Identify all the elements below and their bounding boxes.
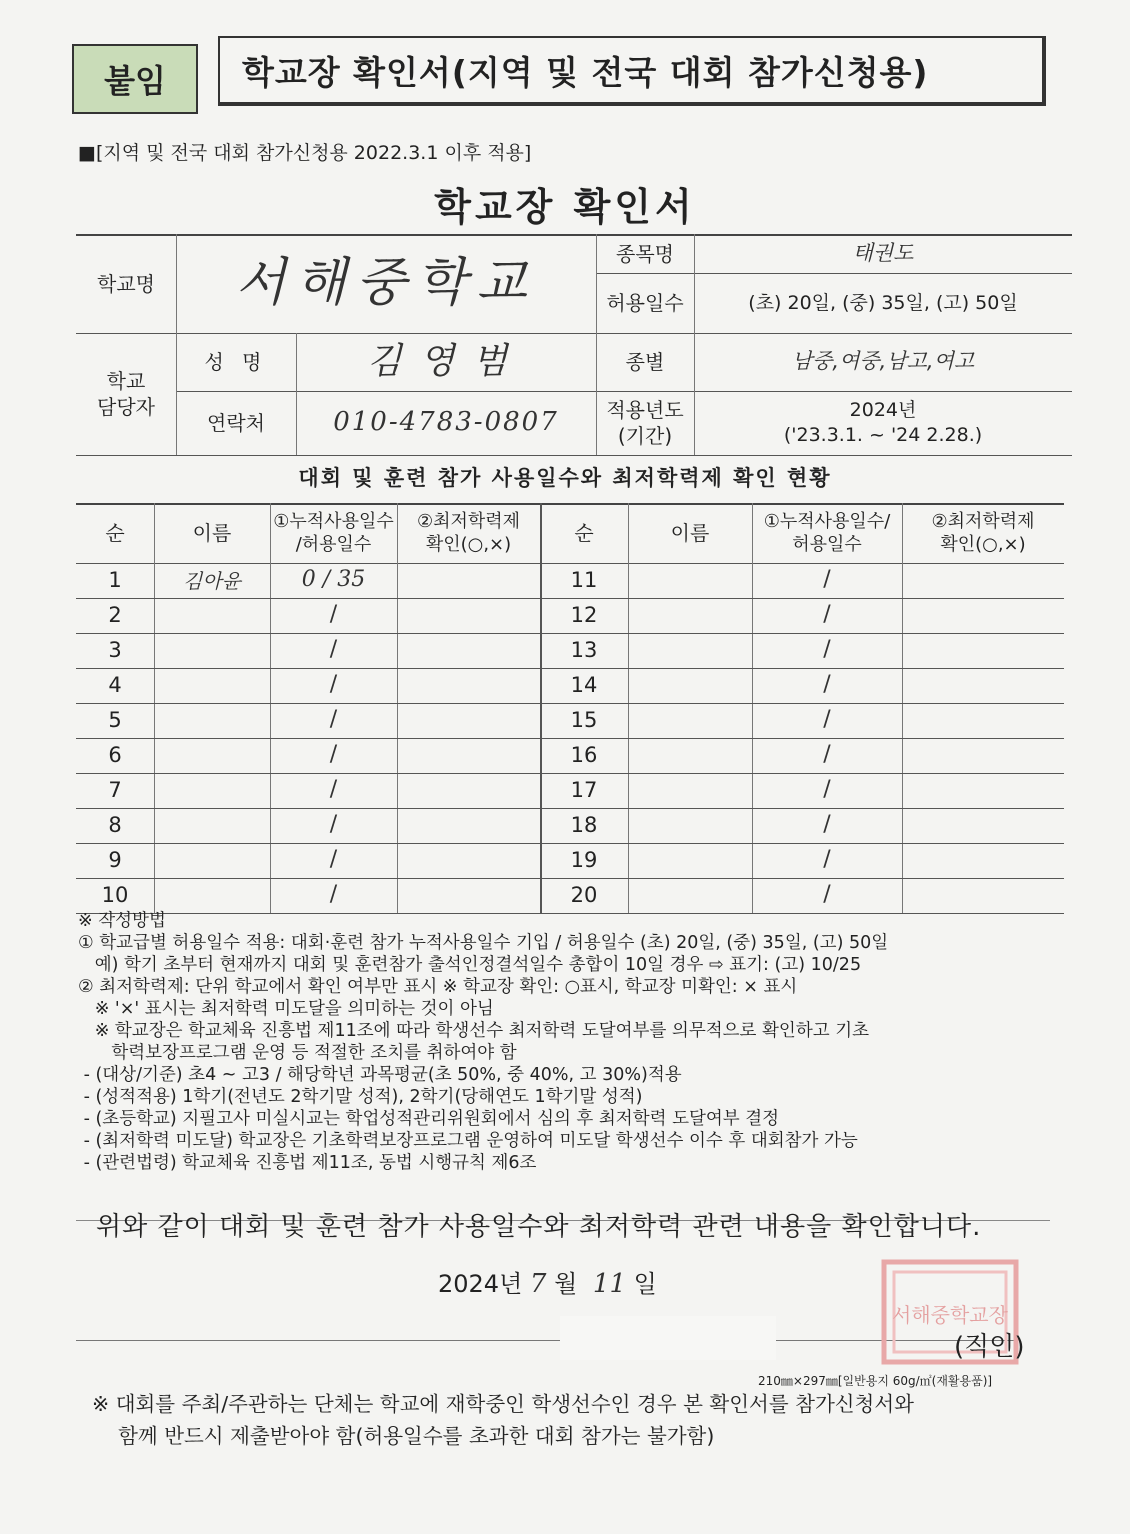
table-cell-check	[397, 633, 540, 668]
header-check-right	[902, 503, 1064, 563]
table-cell-days: /	[329, 602, 338, 628]
table-cell-days: /	[329, 637, 338, 663]
header-days-left	[270, 503, 397, 563]
allowed-days-label: 허용일수	[606, 291, 684, 315]
table-cell-check	[397, 563, 540, 598]
table-cell-days: /	[823, 847, 831, 873]
table-cell-name	[628, 843, 752, 878]
confirm-statement: 위와 같이 대회 및 훈련 참가 사용일수와 최저학력 관련 내용을 확인합니다.	[96, 1212, 982, 1242]
table-cell-name	[628, 808, 752, 843]
date-month-label: 월	[554, 1270, 578, 1298]
redacted-area	[560, 1316, 776, 1360]
table-caption: 대회 및 훈련 참가 사용일수와 최저학력제 확인 현황	[298, 466, 832, 490]
table-cell-check	[902, 633, 1064, 668]
header-no-left: 순	[105, 521, 125, 545]
table-cell-no: 18	[570, 812, 598, 837]
year-value-line1: 2024년	[849, 399, 917, 422]
school-name-label: 학교명	[97, 271, 155, 296]
instruction-line: ※ 학교장은 학교체육 진흥법 제11조에 따라 학생선수 최저학력 도달여부를 의무적으로 확인하고 기초	[78, 1021, 870, 1041]
table-cell-days: /	[329, 777, 338, 803]
table-cell-no: 4	[108, 672, 122, 697]
header-check-left-line1: ②최저학력제	[416, 510, 521, 532]
table-cell-check	[397, 773, 540, 808]
sport-label: 종목명	[616, 241, 674, 266]
table-cell-name	[154, 773, 270, 808]
table-cell-no: 1	[108, 567, 122, 592]
table-cell-days: /	[329, 812, 338, 838]
year-value-line2: ('23.3.1. ~ '24 2.28.)	[783, 424, 983, 446]
year-value	[694, 391, 1072, 455]
category-label: 종별	[625, 350, 665, 374]
header-days-left-line1: ①누적사용일수	[273, 510, 394, 532]
table-cell-no: 6	[108, 742, 122, 767]
table-cell-days: /	[329, 742, 338, 768]
date-day: 11	[592, 1269, 627, 1299]
table-cell-check	[902, 703, 1064, 738]
instruction-line: - (초등학교) 지필고사 미실시교는 학업성적관리위원회에서 심의 후 최저학력 도달여부 결정	[78, 1109, 780, 1129]
seal-label: (직인)	[954, 1332, 1025, 1362]
manager-label	[76, 333, 176, 455]
header-days-right-line1: ①누적사용일수/	[763, 510, 891, 532]
table-cell-name	[628, 703, 752, 738]
table-cell-check	[397, 878, 540, 913]
date-month: 7	[529, 1269, 547, 1299]
table-cell-days: /	[329, 672, 338, 698]
table-cell-check	[397, 808, 540, 843]
table-cell-name	[154, 808, 270, 843]
table-cell-no: 12	[570, 602, 598, 627]
table-cell-name	[154, 633, 270, 668]
instructions	[78, 910, 1068, 1174]
table-cell-days: /	[823, 777, 831, 803]
table-cell-check	[397, 668, 540, 703]
attachment-badge: 붙임	[72, 44, 198, 114]
table-cell-name: 김아윤	[183, 568, 241, 593]
table-cell-name	[628, 598, 752, 633]
table-cell-name	[154, 738, 270, 773]
instruction-line: ② 최저학력제: 단위 학교에서 확인 여부만 표시 ※ 학교장 확인: ○표시, 학교장 미확인: × 표시	[78, 977, 798, 997]
category-value: 남중,여중,남고,여고	[791, 349, 975, 374]
instruction-line: ※ '×' 표시는 최저학력 미도달을 의미하는 것이 아님	[78, 999, 494, 1019]
sub-note: ■[지역 및 전국 대회 참가신청용 2022.3.1 이후 적용]	[78, 142, 532, 164]
table-cell-no: 15	[570, 707, 598, 732]
info-line	[76, 455, 1072, 456]
table-cell-check	[397, 703, 540, 738]
instruction-line: ※ 작성방법	[78, 911, 166, 931]
table-cell-days: 0 / 35	[301, 567, 366, 593]
school-name-value: 서해중학교	[235, 252, 537, 313]
table-cell-name	[628, 773, 752, 808]
table-cell-check	[902, 773, 1064, 808]
table-cell-name	[628, 878, 752, 913]
manager-name-value: 김영범	[366, 340, 526, 382]
table-cell-name	[628, 668, 752, 703]
footer-line: ※ 대회를 주최/주관하는 단체는 학교에 재학중인 학생선수인 경우 본 확인서를 참가신청서와	[92, 1392, 914, 1416]
table-cell-days: /	[823, 882, 831, 908]
sport-value: 태권도	[852, 240, 914, 265]
table-cell-days: /	[823, 672, 831, 698]
table-cell-no: 10	[101, 882, 129, 907]
instruction-line: - (성적적용) 1학기(전년도 2학기말 성적), 2학기(당해연도 1학기말 성적)	[78, 1087, 643, 1107]
table-cell-check	[902, 808, 1064, 843]
table-cell-no: 9	[108, 847, 122, 872]
table-cell-no: 11	[570, 567, 598, 592]
header-check-right-line2: 확인(○,×)	[940, 534, 1026, 555]
header-no-right: 순	[574, 521, 594, 545]
manager-label-line1: 학교	[106, 369, 146, 393]
table-cell-check	[902, 878, 1064, 913]
footer-line: 함께 반드시 제출받아야 함(허용일수를 초과한 대회 참가는 불가함)	[92, 1424, 715, 1448]
contact-value: 010-4783-0807	[333, 407, 559, 438]
instruction-line: - (관련법령) 학교체육 진흥법 제11조, 동법 시행규칙 제6조	[78, 1153, 537, 1173]
name-label: 성 명	[204, 350, 268, 374]
table-cell-name	[628, 563, 752, 598]
footer-note	[92, 1388, 1052, 1452]
banner-title: 학교장 확인서(지역 및 전국 대회 참가신청용)	[218, 36, 1046, 106]
header-days-left-line2: /허용일수	[295, 534, 372, 555]
table-cell-check	[902, 843, 1064, 878]
paper-spec: 210㎜×297㎜[일반용지 60g/㎡(재활용품)]	[758, 1374, 993, 1388]
header-check-left-line2: 확인(○,×)	[425, 534, 512, 555]
table-cell-name	[154, 668, 270, 703]
signing-date	[438, 1264, 657, 1299]
table-cell-no: 13	[570, 637, 598, 662]
table-cell-check	[902, 668, 1064, 703]
table-cell-name	[154, 843, 270, 878]
instruction-line: 학력보장프로그램 운영 등 적절한 조치를 취하여야 함	[78, 1043, 517, 1063]
allowed-days-value: (초) 20일, (중) 35일, (고) 50일	[748, 291, 1018, 314]
signature-line	[76, 1340, 1016, 1341]
instruction-line: 예) 학기 초부터 현재까지 대회 및 훈련참가 출석인정결석일수 총합이 10일 경우 ⇨ 표기: (고) 10/25	[78, 955, 862, 975]
table-cell-no: 8	[108, 812, 122, 837]
table-cell-days: /	[823, 637, 831, 663]
table-cell-days: /	[329, 847, 338, 873]
table-cell-name	[154, 703, 270, 738]
table-cell-days: /	[823, 812, 831, 838]
date-year: 2024년	[438, 1270, 523, 1298]
year-label-line1: 적용년도	[606, 398, 684, 422]
table-cell-days: /	[329, 707, 338, 733]
table-cell-check	[902, 598, 1064, 633]
year-label	[596, 391, 694, 455]
table-cell-no: 3	[108, 637, 122, 662]
table-cell-days: /	[823, 602, 831, 628]
header-name-left: 이름	[192, 521, 232, 545]
year-label-line2: (기간)	[617, 424, 673, 448]
table-cell-no: 16	[570, 742, 598, 767]
table-cell-check	[397, 738, 540, 773]
table-cell-no: 7	[108, 777, 122, 802]
table-cell-check	[902, 563, 1064, 598]
table-cell-no: 2	[108, 602, 122, 627]
manager-label-line2: 담당자	[97, 395, 155, 419]
table-cell-days: /	[823, 567, 831, 593]
table-cell-name	[154, 598, 270, 633]
table-cell-days: /	[823, 707, 831, 733]
seal-text: 서해중학교장	[892, 1303, 1008, 1327]
instruction-line: - (최저학력 미도달) 학교장은 기초학력보장프로그램 운영하여 미도달 학생선수 이수 후 대회참가 가능	[78, 1131, 858, 1151]
table-cell-name	[628, 633, 752, 668]
header-name-right: 이름	[670, 521, 710, 545]
header-check-right-line1: ②최저학력제	[931, 510, 1035, 532]
instruction-line: - (대상/기준) 초4 ~ 고3 / 해당학년 과목평균(초 50%, 중 40%, 고 30%)적용	[78, 1065, 682, 1085]
header-days-right	[752, 503, 902, 563]
document-title: 학교장 확인서	[434, 185, 696, 229]
date-day-label: 일	[633, 1270, 657, 1298]
table-cell-check	[902, 738, 1064, 773]
table-cell-no: 17	[570, 777, 598, 802]
table-cell-no: 19	[570, 847, 598, 872]
header-check-left	[397, 503, 540, 563]
table-cell-name	[628, 738, 752, 773]
table-cell-no: 14	[570, 672, 598, 697]
contact-label: 연락처	[207, 411, 265, 435]
table-cell-no: 20	[570, 882, 598, 907]
instruction-line: ① 학교급별 허용일수 적용: 대회·훈련 참가 누적사용일수 기입 / 허용일수 (초) 20일, (중) 35일, (고) 50일	[78, 933, 889, 953]
table-cell-no: 5	[108, 707, 122, 732]
table-cell-check	[397, 598, 540, 633]
header-days-right-line2: 허용일수	[792, 534, 862, 555]
table-cell-check	[397, 843, 540, 878]
table-cell-days: /	[823, 742, 831, 768]
table-cell-days: /	[329, 882, 338, 908]
table-cell-name	[154, 878, 270, 913]
